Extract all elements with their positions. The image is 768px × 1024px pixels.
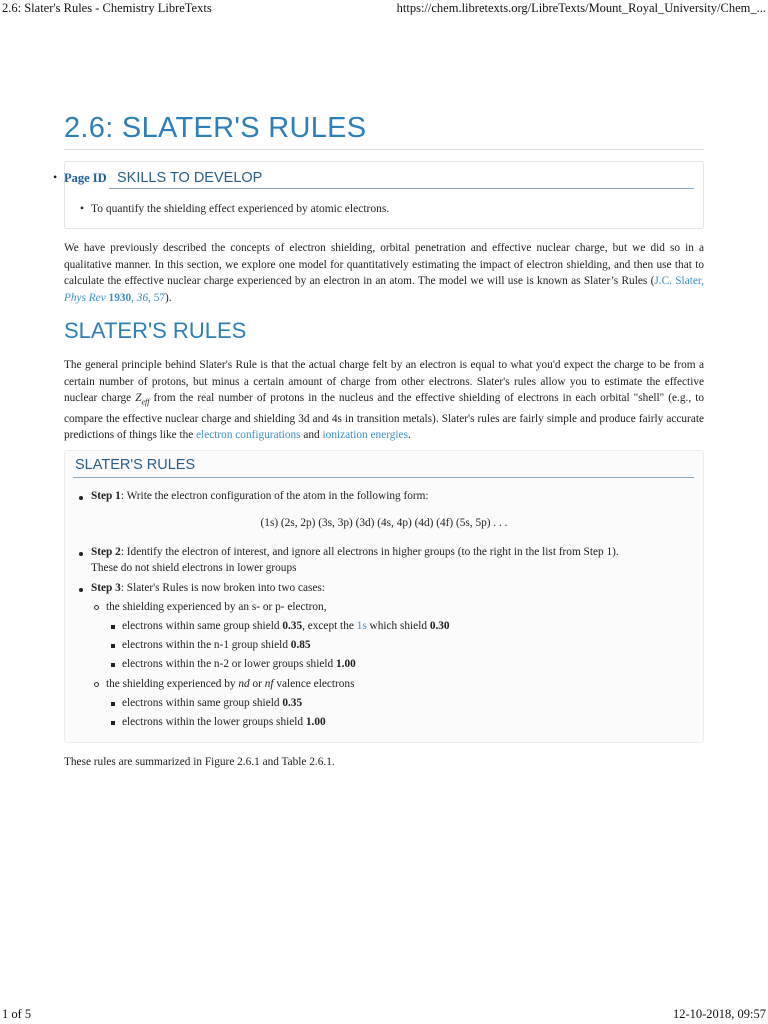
page-id-bullet: • <box>53 170 58 184</box>
rules-box-heading: SLATER'S RULES <box>75 457 196 473</box>
df-rule-lower-groups: electrons within the lower groups shield 1.00 <box>122 716 326 728</box>
slater-reference-link[interactable]: J.C. Slater, Phys Rev 1930, 36, 57 <box>64 275 704 304</box>
principle-paragraph: The general principle behind Slater's Rule is that the actual charge felt by an electron is equal to what you'd expect the charge to be from a certain number of protons, but minus a certain amount of charge from other electrons. Slater's rules allow you to estimate the effective nuclear charge $Z_{eff}$ from the real number of protons in the nucleus and the effective shielding of electrons in each orbital "shell" (e.g., to compare the effective nuclear charge and shielding 3d and 4s in transition metals). Slater's rules are fairly simple and produce fairly accurate predictions of things like the electron configurations and ionization energies. <box>64 359 704 442</box>
case-s-p-electrons: the shielding experienced by an s- or p- electron, <box>106 601 327 613</box>
skills-heading: SKILLS TO DEVELOP <box>117 170 263 186</box>
step-1-item: Step 1: Write the electron configuration of the atom in the following form: <box>91 490 429 502</box>
step-2-item: Step 2: Identify the electron of interest, and ignore all electrons in higher groups (to the right in the list from Step 1). <box>91 546 619 558</box>
zeff-symbol: $Z_{eff}$ <box>135 392 150 407</box>
page-title: 2.6: SLATER'S RULES <box>64 112 367 144</box>
intro-paragraph: We have previously described the concepts of electron shielding, orbital penetration and effective nuclear charge, but we did so in a qualitative manner. In this section, we explore one model for quantitatively estimating the impact of electron shielding, and then use that to calculate the effective nuclear charge experienced by an electron in an atom. The model we will use is known as Slater’s Rules (J.C. Slater, Phys Rev 1930, 36, 57). <box>64 242 704 304</box>
step-3-item: Step 3: Slater's Rules is now broken into two cases: <box>91 582 325 594</box>
print-timestamp: 12-10-2018, 09:57 <box>672 1007 766 1021</box>
electron-configurations-link[interactable]: electron configurations <box>196 429 301 442</box>
summary-sentence: These rules are summarized in Figure 2.6.1 and Table 2.6.1. <box>64 756 335 768</box>
sp-rule-n-1-group: electrons within the n-1 group shield 0.85 <box>122 639 311 651</box>
sp-rule-n-2-group: electrons within the n-2 or lower groups shield 1.00 <box>122 658 356 670</box>
page-id-link[interactable]: Page ID <box>64 171 107 185</box>
title-divider <box>64 149 704 150</box>
sp-rule-same-group: electrons within same group shield 0.35, except the 1s which shield 0.30 <box>122 620 450 632</box>
df-rule-same-group: electrons within same group shield 0.35 <box>122 697 303 709</box>
intro-text: We have previously described the concepts of electron shielding, orbital penetration and effective nuclear charge, but we did so in a qualitative manner. In this section, we explore one model for quantitatively estimating the impact of electron shielding, and then use that to calculate the effective nuclear charge experienced by an electron in an atom. The model we will use is known as Slater’s Rules ( <box>64 242 704 287</box>
step-2-continuation: These do not shield electrons in lower groups <box>91 562 297 574</box>
print-page-title: 2.6: Slater's Rules - Chemistry LibreTexts <box>2 1 212 15</box>
configuration-order: (1s) (2s, 2p) (3s, 3p) (3d) (4s, 4p) (4d) (4f) (5s, 5p) . . . <box>260 517 508 529</box>
rules-divider <box>73 477 694 478</box>
section-heading: SLATER'S RULES <box>64 318 247 343</box>
skills-divider <box>109 188 694 189</box>
page-counter: 1 of 5 <box>2 1007 32 1021</box>
case-d-f-electrons: the shielding experienced by nd or nf valence electrons <box>106 678 355 690</box>
print-url[interactable]: https://chem.libretexts.org/LibreTexts/Mount_Royal_University/Chem_... <box>396 1 766 15</box>
skills-item-text: To quantify the shielding effect experienced by atomic electrons. <box>91 203 390 215</box>
ionization-energies-link[interactable]: ionization energies <box>322 429 408 442</box>
